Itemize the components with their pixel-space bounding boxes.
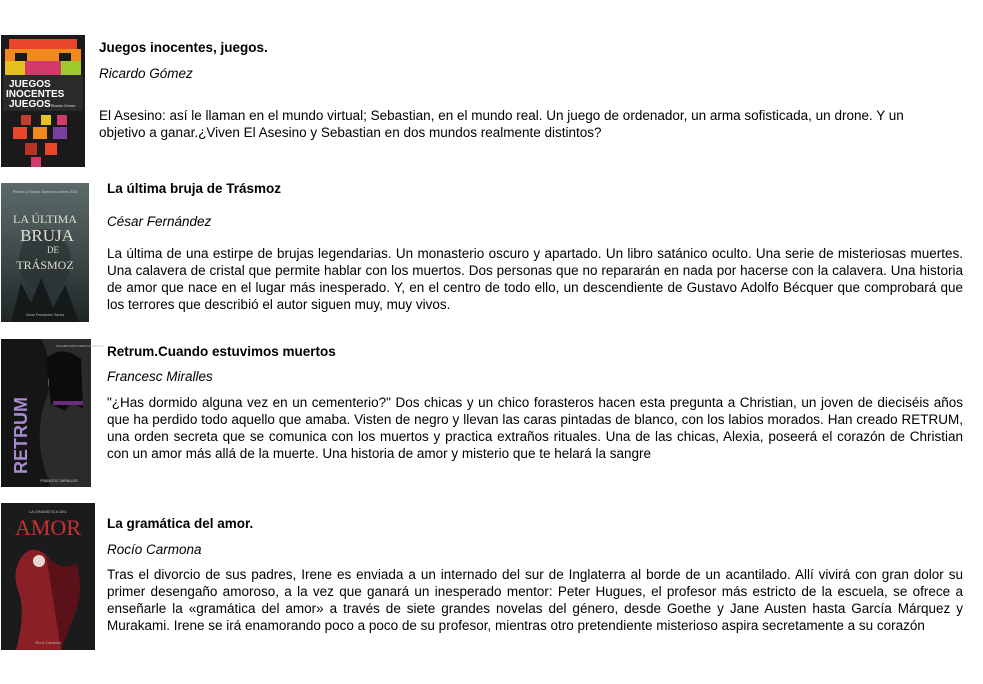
- cover-title-line: INOCENTES: [6, 89, 65, 100]
- cover-author: César Fernández García: [25, 313, 65, 317]
- cover-title-line: TRÁSMOZ: [16, 258, 74, 272]
- book-author: Rocío Carmona: [107, 542, 202, 557]
- book-cover-image[interactable]: [1, 183, 89, 322]
- cover-title-line: AMOR: [14, 515, 82, 540]
- book-description: El Asesino: así le llaman en el mundo virtual; Sebastian, en el mundo real. Un juego de ordenador, un arma sofisticada, un drone. Y un objetivo a ganar.¿Viven El Asesino y Sebastian en dos mundos realmente distintos?: [99, 108, 904, 140]
- book-description: Tras el divorcio de sus padres, Irene es enviada a un internado del sur de Inglaterra al borde de un acantilado. Allí vivirá con gran dolor su primer desengaño amoroso, a la vez que ganará un inesperado mentor: Peter Hugues, el profesor más estricto de la escuela, se ofrece a enseñarle la «gramática del amor» a través de siete grandes novelas del género, desde Goethe y Jane Austen hasta García Márquez y Murakami. Irene se irá enamorando poco a poco de su profesor, mientras otro pretendiente misterioso aspira secretamente a su corazón: [107, 567, 963, 633]
- cover-author: FRANCESC MIRALLES: [40, 479, 78, 483]
- book-cover-image[interactable]: [1, 35, 85, 167]
- book-title[interactable]: La gramática del amor.: [107, 516, 254, 531]
- book-title[interactable]: Juegos inocentes, juegos.: [99, 40, 268, 55]
- cover-title-line: JUEGOS: [9, 79, 51, 90]
- cover-award: Premio La Galera Jóvenes Lectores 2014: [12, 190, 78, 194]
- book-cover-image[interactable]: [1, 503, 95, 650]
- cover-author: Ricardo Gómez: [51, 104, 76, 108]
- cover-title-line: LA ÚLTIMA: [13, 212, 77, 226]
- cover-subtitle: LA GRAMÁTICA DEL: [28, 509, 68, 514]
- book-info: [99, 33, 929, 141]
- cover-title-line: BRUJA: [20, 226, 74, 245]
- cover-title-line: RETRUM: [11, 397, 31, 474]
- cover-subtitle: CUANDO ESTUVIMOS MUERTOS: [56, 344, 104, 348]
- cover-title-line: DE: [47, 245, 59, 255]
- book-info: [107, 502, 963, 634]
- cover-title-line: JUEGOS: [9, 99, 51, 110]
- book-title[interactable]: Retrum.Cuando estuvimos muertos: [107, 344, 336, 359]
- book-description: "¿Has dormido alguna vez en un cementerio?" Dos chicas y un chico forasteros hacen esta pregunta a Christian, un joven de dieciséis años que ha perdido todo aquello que amaba. Visten de negro y llevan las caras pintadas de blanco, con los labios morados. Han creado RETRUM, una orden secreta que se comunica con los muertos y practica extraños rituales. Una de las chicas, Alexia, poseerá el corazón de Christian con un amor más allá de la muerte. Una historia de amor y misterio que te helará la sangre: [107, 395, 963, 461]
- book-info: [107, 175, 963, 313]
- book-cover-image[interactable]: [1, 339, 104, 487]
- book-description: La última de una estirpe de brujas legendarias. Un monasterio oscuro y apartado. Un libro satánico oculto. Una serie de misteriosas muertes. Una calavera de cristal que permite hablar con los muertos. Dos personas que no repararán en nada por hacerse con la calavera. Una historia de amor que nace en el lugar más inesperado. Y, en el centro de todo ello, un descendiente de Gustavo Adolfo Bécquer que comprobará que los terrores que describió el autor siguen muy, muy vivos.: [107, 246, 963, 312]
- book-author: Ricardo Gómez: [99, 66, 193, 81]
- book-info: [107, 338, 963, 462]
- book-title[interactable]: La última bruja de Trásmoz: [107, 181, 282, 196]
- book-author: César Fernández: [107, 214, 212, 229]
- cover-author: Rocío Carmona: [35, 640, 61, 645]
- book-author: Francesc Miralles: [107, 369, 213, 384]
